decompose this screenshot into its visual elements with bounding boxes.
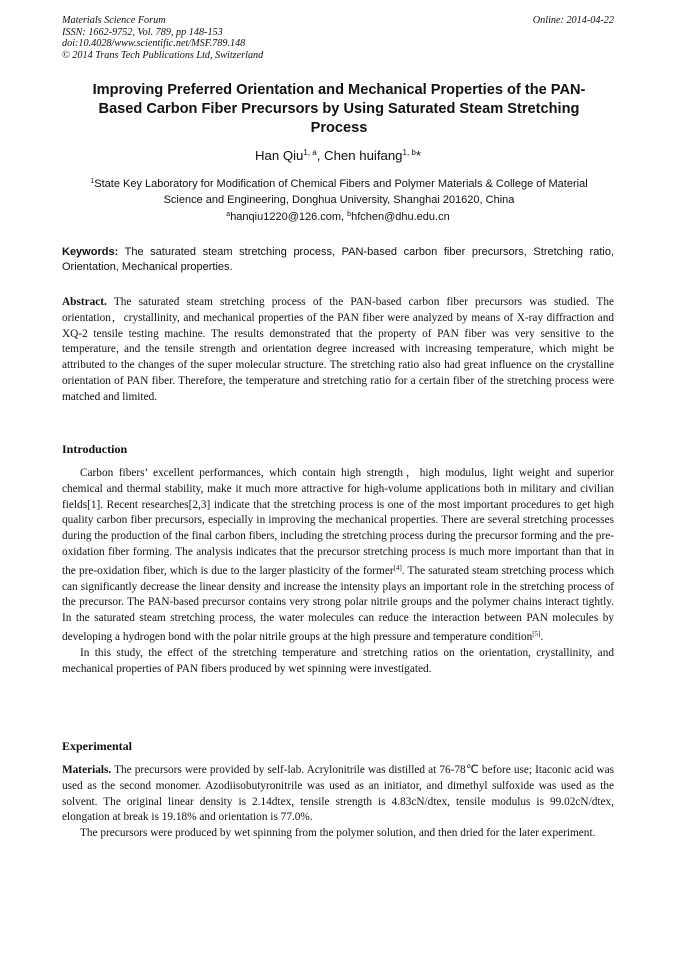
experimental-paragraph-2: The precursors were produced by wet spinning from the polymer solution, and then dried for the later experiment. [80, 827, 596, 840]
author-line [62, 148, 614, 163]
affiliation [80, 174, 598, 208]
doi-line: doi:10.4028/www.scientific.net/MSF.789.148 [62, 38, 246, 49]
abstract-text: The saturated steam stretching process of the PAN-based carbon fiber precursors was studied. The orientation，crystallinity, and mechanical properties of the PAN fiber were analyzed by means of X-ray diffraction and XQ-2 tensile testing machine. The results demonstrated that the property of PAN fiber was very sensitive to the temperature, and the tensile strength and orientation degree increased with increasing temperature, which might be attributed to the changes of the super molecular structure. The stretching ratio also had great influence on the crystalline orientation of PAN fiber. Therefore, the temperature and stretching ratio for a certain fiber of the stretching process were matched and limited. [62, 296, 614, 403]
affiliation-text: State Key Laboratory for Modification of Chemical Fibers and Polymer Materials & College of Material Science and Engineering, Donghua University, Shanghai 201620, China [94, 178, 588, 206]
materials-paragraph [62, 763, 614, 826]
materials-label: Materials. [62, 764, 112, 776]
introduction-paragraph-1 [62, 466, 614, 646]
introduction-heading: Introduction [62, 442, 128, 456]
intro-p1-part-a: Carbon fibers’ excellent performances, which contain high strength，high modulus, light weight and superior chemical and thermal stability, make it much more attractive for high-volume applications both in military and civilian fields[1]. Recent researches[2,3] indicate that the stretching process is one of the most important procedures to get high quality carbon fiber precursors, especially in improving the mechanical properties. There are several stretching processes during the production of the final carbon fibers, including the stretching process during the precursor forming and the pre-oxidation fiber forming. The analysis indicates that the precursor stretching process is much more important than that in the pre-oxidation fiber, which is due to the larger plasticity of the former [62, 467, 614, 577]
introduction-body [62, 466, 614, 677]
intro-p1-part-c: . [540, 630, 544, 643]
email-line [62, 211, 614, 223]
affiliation-sup: 1 [90, 178, 95, 185]
abstract [62, 295, 614, 406]
keywords-text: The saturated steam stretching process, PAN-based carbon fiber precursors, Stretching ratio, Orientation, Mechanical properties. [62, 246, 614, 273]
experimental-body [62, 763, 614, 842]
paper-title: Improving Preferred Orientation and Mechanical Properties of the PAN-Based Carbon Fiber Precursors by Using Saturated Steam Stretching Process [92, 82, 586, 136]
author-separator: , [316, 148, 325, 163]
author-2-sup: 1, b [402, 148, 416, 157]
copyright-line: © 2014 Trans Tech Publications Ltd, Switzerland [62, 49, 264, 61]
intro-ref-4: [4] [393, 563, 402, 572]
author-1-name: Han Qiu [254, 148, 304, 163]
corresponding-star: * [415, 148, 421, 163]
journal-name: Materials Science Forum [62, 15, 166, 26]
email-a: hanqiu1220@126.com, [230, 211, 348, 223]
online-date: Online: 2014-04-22 [532, 15, 614, 26]
keywords [62, 245, 614, 274]
intro-ref-5: [5] [532, 629, 541, 638]
author-1-sup: 1, a [303, 148, 317, 157]
intro-p1-part-b: . The saturated steam stretching process which can significantly decrease the linear density and increase the intensity plays an important role in the stretching process of the precursor. The PAN-based precursor contains very strong polar nitrile groups and the polymer chains interact tightly. In the saturated steam stretching process, the water molecules can reduce the interaction between PAN molecules by developing a hydrogen bond with the polar nitrile groups at the high pressure and temperature condition [62, 564, 614, 643]
introduction-paragraph-2: In this study, the effect of the stretching temperature and stretching ratios on the orientation, crystallinity, and mechanical properties of PAN fibers produced by wet spinning were investigated. [62, 646, 614, 675]
email-a-sup: a [226, 211, 231, 218]
experimental-heading: Experimental [62, 739, 132, 753]
author-2-name: Chen huifang [324, 148, 403, 163]
abstract-label: Abstract. [62, 296, 107, 308]
issn-line: ISSN: 1662-9752, Vol. 789, pp 148-153 [62, 26, 223, 38]
email-b-sup: b [347, 211, 352, 218]
keywords-label: Keywords: [62, 246, 119, 258]
materials-text: The precursors were provided by self-lab. Acrylonitrile was distilled at 76-78℃ before use; Itaconic acid was used as the second monomer. Azodiisobutyronitrile was used as an initiator, and dimethyl sulfoxide was used as the solvent. The original linear density is 2.14dtex, tensile strength is 4.83cN/dtex, tensile modulus is 99.02cN/dtex, elongation at break is 19.18% and orientation is 77.0%. [62, 764, 614, 824]
email-b: hfchen@dhu.edu.cn [351, 211, 450, 223]
journal-header [62, 15, 614, 61]
